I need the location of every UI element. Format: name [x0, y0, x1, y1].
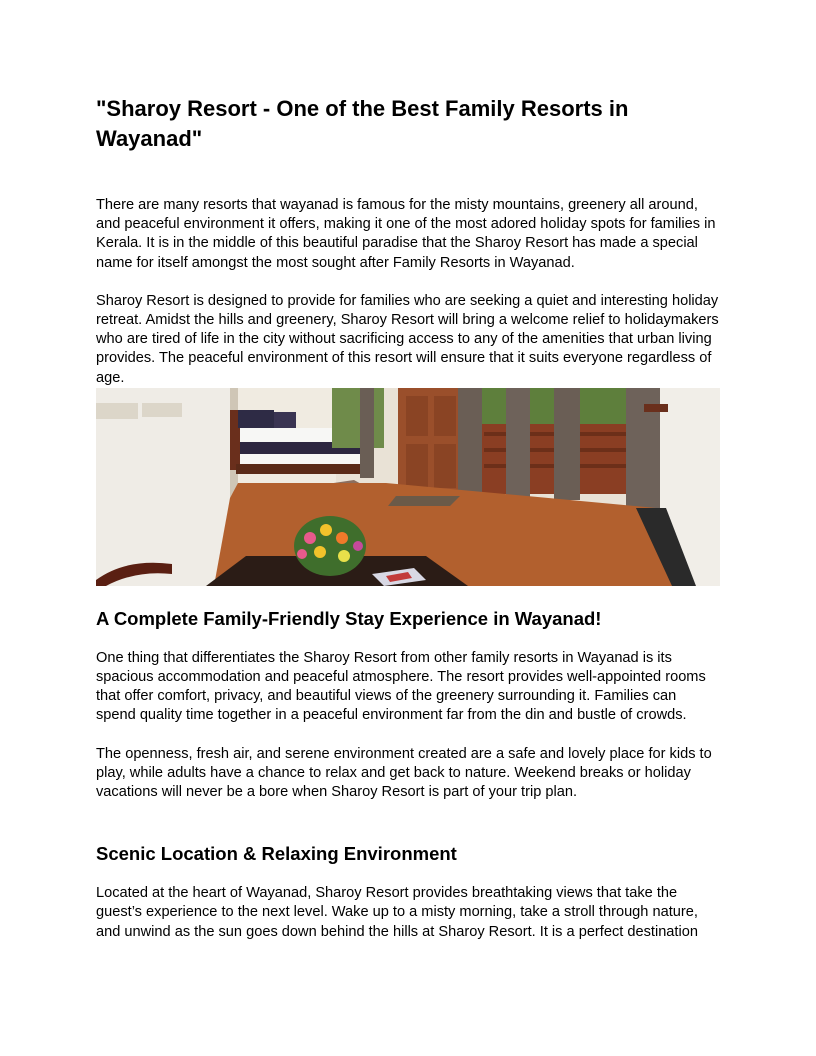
section-heading-scenic-location: Scenic Location & Relaxing Environment	[96, 843, 457, 865]
section-1-paragraph-2: The openness, fresh air, and serene environment created are a safe and lovely place for kids to play, while adults have a chance to relax and get back to nature. Weekend breaks or holiday vacations will never be a bore when Sharoy Resort is part of your trip plan.	[96, 745, 712, 801]
section-2-paragraph-1: Located at the heart of Wayanad, Sharoy Resort provides breathtaking views that take the guest’s experience to the next level. Wake up to a misty morning, take a stroll through nature, and unwind as the sun goes down behind the hills at Sharoy Resort. It is a perfect destination	[96, 885, 698, 940]
document-body	[96, 94, 720, 942]
section-1-paragraph-1: One thing that differentiates the Sharoy Resort from other family resorts in Wayanad is its spacious accommodation and peaceful atmosphere. The resort provides well-appointed rooms that offer comfort, privacy, and beautiful views of the greenery surrounding it. Families can spend quality time together in a peaceful environment far from the din and bustle of crowds.	[96, 649, 706, 724]
section-heading-family-stay: A Complete Family-Friendly Stay Experience in Wayanad!	[96, 607, 602, 629]
intro-paragraph-2: Sharoy Resort is designed to provide for families who are seeking a quiet and interesting holiday retreat. Amidst the hills and greenery, Sharoy Resort will bring a welcome relief to holidaymakers who are tired of life in the city without sacrificing access to any of the amenities that urban living provides. The peaceful environment of this resort will ensure that it suits everyone regardless of age.	[96, 292, 719, 386]
resort-room-photo	[96, 388, 720, 586]
page-title: "Sharoy Resort - One of the Best Family Resorts in Wayanad"	[96, 96, 629, 151]
intro-paragraph-1: There are many resorts that wayanad is famous for the misty mountains, greenery all around, and peaceful environment it offers, making it one of the most adored holiday spots for families in Kerala. It is in the middle of this beautiful paradise that the Sharoy Resort has made a special name for itself amongst the most sought after Family Resorts in Wayanad.	[96, 197, 716, 271]
